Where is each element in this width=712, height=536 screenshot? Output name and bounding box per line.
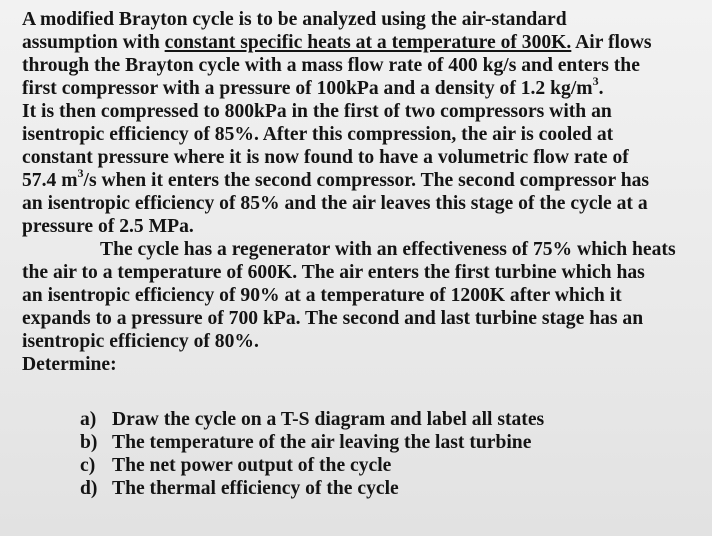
text-line: the air to a temperature of 600K. The air enters the first turbine which has	[22, 262, 645, 283]
text-line	[22, 123, 692, 146]
text-line	[22, 8, 692, 31]
text-line: an isentropic efficiency of 90% at a temperature of 1200K after which it	[22, 285, 622, 306]
text-segment: It is then compressed to 800kPa in the first of two compressors with an	[22, 101, 612, 122]
underlined-assumption: constant specific heats at a temperature of 300K.	[164, 32, 572, 53]
problem-paragraph-1	[22, 8, 692, 238]
task-item	[80, 477, 692, 500]
task-text: The temperature of the air leaving the last turbine	[112, 432, 532, 453]
task-marker: a)	[80, 409, 97, 430]
superscript: 3	[77, 166, 84, 181]
task-marker: c)	[80, 455, 96, 476]
text-segment: A modified Brayton cycle is to be analyzed using the air-standard	[22, 9, 567, 30]
task-item	[80, 431, 692, 454]
task-text: The net power output of the cycle	[112, 455, 392, 476]
text-segment: pressure of 2.5 MPa.	[22, 216, 194, 237]
task-list	[22, 408, 692, 500]
text-segment: Air flows	[571, 32, 652, 53]
text-segment: isentropic efficiency of 85%. After this compression, the air is cooled at	[22, 124, 614, 145]
text-line	[22, 54, 692, 77]
text-segment: .	[598, 78, 604, 99]
text-segment: /s when it enters the second compressor. The second compressor has	[83, 170, 650, 191]
text-segment: through the Brayton cycle with a mass flow rate of 400 kg/s and enters the	[22, 55, 640, 76]
task-marker: b)	[80, 432, 98, 453]
text-line	[22, 215, 692, 238]
task-item	[80, 408, 692, 431]
task-marker: d)	[80, 478, 98, 499]
task-text: Draw the cycle on a T-S diagram and label all states	[112, 409, 545, 430]
text-line	[22, 146, 692, 169]
text-line	[22, 100, 692, 123]
task-text: The thermal efficiency of the cycle	[112, 478, 399, 499]
text-line: expands to a pressure of 700 kPa. The second and last turbine stage has an	[22, 308, 644, 329]
text-segment: first compressor with a pressure of 100kPa and a density of 1.2 kg/m	[22, 78, 593, 99]
task-item	[80, 454, 692, 477]
text-segment: constant pressure where it is now found to have a volumetric flow rate of	[22, 147, 629, 168]
superscript: 3	[592, 74, 599, 89]
text-line	[22, 192, 692, 215]
text-segment: an isentropic efficiency of 85% and the air leaves this stage of the cycle at a	[22, 193, 648, 214]
determine-heading: Determine:	[22, 354, 117, 375]
text-segment: assumption with	[22, 32, 165, 53]
text-line: The cycle has a regenerator with an effectiveness of 75% which heats	[100, 239, 676, 260]
text-line	[22, 31, 692, 54]
text-line	[22, 166, 692, 192]
text-line: isentropic efficiency of 80%.	[22, 331, 259, 352]
problem-paragraph-2	[22, 238, 692, 353]
text-line	[22, 74, 692, 100]
text-segment: 57.4 m	[22, 170, 78, 191]
